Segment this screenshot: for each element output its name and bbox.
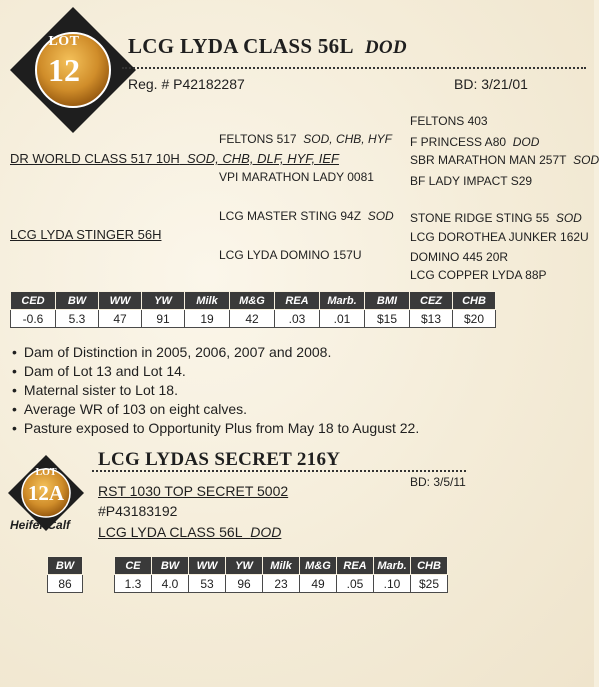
- pedigree-sire-sire: FELTONS 517 SOD, CHB, HYF: [219, 132, 392, 146]
- calf-epd-header-row: [115, 557, 448, 575]
- epd-value: 5.3: [56, 310, 99, 328]
- epd-header: BMI: [365, 292, 410, 310]
- epd-header: REA: [275, 292, 320, 310]
- note-item: • Average WR of 103 on eight calves.: [12, 400, 419, 419]
- calf-epd-header: Marb.: [374, 557, 411, 575]
- pedigree-sdd: BF LADY IMPACT S29: [410, 174, 533, 188]
- calf-epd-header: Milk: [263, 557, 300, 575]
- epd-value: 91: [142, 310, 185, 328]
- pedigree-ddd: LCG COPPER LYDA 88P: [410, 268, 547, 282]
- pedigree-sire: DR WORLD CLASS 517 10H SOD, CHB, DLF, HYF, IEF: [10, 151, 339, 166]
- epd-header: Milk: [185, 292, 230, 310]
- calf-epd-header: BW: [152, 557, 189, 575]
- calf-epd-value: 1.3: [115, 575, 152, 593]
- lot-badge-word: LOT: [48, 34, 80, 49]
- calf-epd-table: [114, 556, 448, 593]
- pedigree-sire-dam: VPI MARATHON LADY 0081: [219, 170, 374, 184]
- pedigree-sds: SBR MARATHON MAN 257T SOD: [410, 153, 599, 167]
- epd-table: [10, 291, 496, 328]
- epd-header: YW: [142, 292, 185, 310]
- calf-epd-header: WW: [189, 557, 226, 575]
- calf-dam: LCG LYDA CLASS 56L DOD: [98, 524, 282, 540]
- pedigree-dsd: LCG DOROTHEA JUNKER 162U: [410, 230, 589, 244]
- calf-epd-value: 53: [189, 575, 226, 593]
- epd-value: $15: [365, 310, 410, 328]
- note-item: • Pasture exposed to Opportunity Plus from May 18 to August 22.: [12, 419, 419, 438]
- title-rule: [122, 67, 586, 69]
- note-item: • Dam of Distinction in 2005, 2006, 2007 and 2008.: [12, 343, 419, 362]
- epd-value: .03: [275, 310, 320, 328]
- lot-12a-badge-word: LOT: [35, 467, 57, 478]
- epd-value: 42: [230, 310, 275, 328]
- calf-epd-value: 49: [300, 575, 337, 593]
- calf-epd-value: .05: [337, 575, 374, 593]
- calf-bw-header: BW: [48, 557, 83, 575]
- epd-header: Marb.: [320, 292, 365, 310]
- birth-date: BD: 3/21/01: [454, 76, 528, 92]
- calf-epd-header: CHB: [411, 557, 448, 575]
- calf-epd-header: REA: [337, 557, 374, 575]
- epd-value: 19: [185, 310, 230, 328]
- registration-number: Reg. # P42182287: [128, 76, 245, 92]
- calf-title: LCG LYDAS SECRET 216Y: [98, 449, 341, 470]
- epd-header: CEZ: [410, 292, 453, 310]
- epd-value: .01: [320, 310, 365, 328]
- epd-header-row: [11, 292, 496, 310]
- calf-epd-value: 23: [263, 575, 300, 593]
- lot-12a-badge-number: 12A: [27, 481, 65, 505]
- note-item: • Maternal sister to Lot 18.: [12, 381, 419, 400]
- epd-value: -0.6: [11, 310, 56, 328]
- epd-header: WW: [99, 292, 142, 310]
- calf-sire: RST 1030 TOP SECRET 5002: [98, 483, 289, 499]
- pedigree-dam: LCG LYDA STINGER 56H: [10, 227, 162, 242]
- calf-bw-value: 86: [48, 575, 83, 593]
- epd-value: $13: [410, 310, 453, 328]
- lot-notes: [12, 343, 419, 438]
- epd-value: 47: [99, 310, 142, 328]
- epd-header: BW: [56, 292, 99, 310]
- pedigree-ssd: F PRINCESS A80 DOD: [410, 135, 540, 149]
- pedigree-dds: DOMINO 445 20R: [410, 250, 509, 264]
- lot-title: LCG LYDA CLASS 56L DOD: [128, 34, 407, 58]
- calf-epd-header: M&G: [300, 557, 337, 575]
- calf-bw-table: [47, 556, 83, 593]
- note-item: • Dam of Lot 13 and Lot 14.: [12, 362, 419, 381]
- calf-epd-value: $25: [411, 575, 448, 593]
- epd-header: M&G: [230, 292, 275, 310]
- pedigree-dss: STONE RIDGE STING 55 SOD: [410, 211, 582, 225]
- calf-registration: #P43183192: [98, 503, 178, 519]
- calf-epd-header: CE: [115, 557, 152, 575]
- calf-epd-value-row: [115, 575, 448, 593]
- heifer-calf-label: Heifer Calf: [10, 518, 71, 532]
- calf-epd-value: 96: [226, 575, 263, 593]
- calf-birth-date: BD: 3/5/11: [410, 475, 466, 489]
- epd-header: CHB: [453, 292, 496, 310]
- epd-value: $20: [453, 310, 496, 328]
- epd-header: CED: [11, 292, 56, 310]
- calf-title-rule: [92, 470, 466, 472]
- lot-badge-number: 12: [48, 52, 80, 88]
- pedigree-sss: FELTONS 403: [410, 114, 488, 128]
- pedigree-dam-sire: LCG MASTER STING 94Z SOD: [219, 209, 394, 223]
- epd-value-row: [11, 310, 496, 328]
- calf-epd-header: YW: [226, 557, 263, 575]
- calf-epd-value: 4.0: [152, 575, 189, 593]
- calf-epd-value: .10: [374, 575, 411, 593]
- pedigree-dam-dam: LCG LYDA DOMINO 157U: [219, 248, 362, 262]
